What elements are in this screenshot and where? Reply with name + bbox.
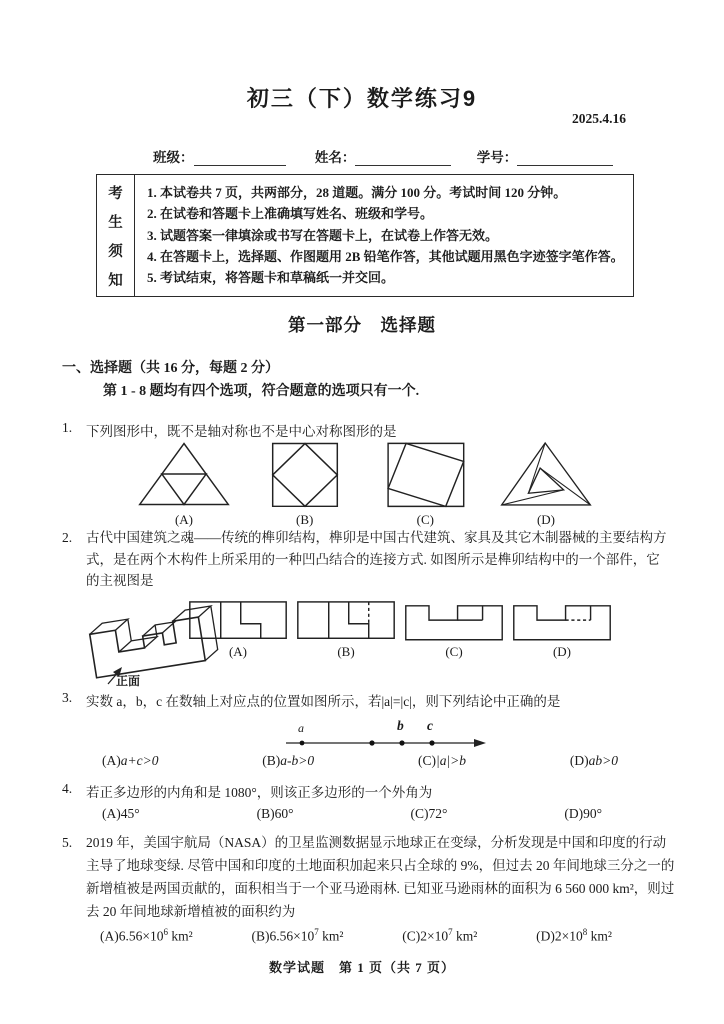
question-1 bbox=[62, 420, 682, 440]
question-4-text: 若正多边形的内角和是 1080°，则该正多边形的一个外角为 bbox=[86, 785, 433, 800]
examinee-notice-box bbox=[96, 174, 634, 297]
option-letter: (A) bbox=[100, 928, 119, 944]
option-mantissa: 6.56×10 bbox=[118, 928, 164, 944]
option-unit: km² bbox=[318, 928, 344, 944]
question-2-option-figures bbox=[188, 600, 612, 660]
id-label: 学号： bbox=[476, 150, 518, 165]
option-letter: (C) bbox=[416, 512, 434, 527]
number-line-figure bbox=[284, 716, 494, 756]
option-letter: (A) bbox=[102, 753, 121, 768]
option-exponent: 6 bbox=[163, 927, 168, 937]
q5-option-a bbox=[100, 927, 193, 945]
choice-section-note: 第 1 - 8 题均有四个选项，符合题意的选项只有一个. bbox=[103, 384, 420, 399]
notice-side-char: 须 bbox=[108, 243, 123, 260]
axis-label-c: c bbox=[427, 718, 433, 733]
option-mantissa: 2×10 bbox=[420, 928, 449, 944]
question-3-text: 实数 a，b，c 在数轴上对应点的位置如图所示，若|a|=|c|，则下列结论中正确的是 bbox=[86, 694, 561, 709]
class-label: 班级： bbox=[153, 150, 194, 165]
option-letter: (D) bbox=[552, 644, 572, 659]
option-expression: 45° bbox=[120, 806, 140, 821]
notice-side-char: 生 bbox=[108, 214, 123, 231]
notice-items bbox=[135, 175, 633, 296]
axis-label-b: b bbox=[397, 718, 404, 733]
option-exponent: 8 bbox=[582, 927, 588, 937]
option-expression: |a|>b bbox=[435, 753, 467, 768]
option-unit: km² bbox=[452, 928, 478, 944]
option-unit: km² bbox=[587, 928, 612, 944]
option-exponent: 7 bbox=[314, 927, 319, 937]
option-expression: 60° bbox=[274, 806, 294, 821]
question-2-number: 2. bbox=[62, 530, 73, 545]
question-4-options bbox=[102, 806, 602, 822]
option-letter: (B) bbox=[251, 928, 270, 944]
notice-item: 1. 本试卷共 7 页，共两部分，28 道题。满分 100 分。考试时间 120 分钟。 bbox=[147, 185, 567, 200]
exam-date: 2025.4.16 bbox=[572, 111, 626, 126]
option-letter: (B) bbox=[262, 753, 281, 768]
q1-option-b-figure bbox=[249, 438, 361, 528]
option-unit: km² bbox=[168, 928, 193, 944]
option-letter: (C) bbox=[402, 928, 421, 944]
option-letter: (D) bbox=[536, 928, 555, 944]
notice-side-char: 知 bbox=[108, 272, 123, 289]
question-5-options bbox=[100, 927, 612, 945]
option-expression: ab>0 bbox=[588, 753, 618, 768]
option-letter: (D) bbox=[569, 753, 589, 768]
triangle-pinwheel-figure bbox=[490, 438, 602, 510]
option-letter: (B) bbox=[256, 806, 275, 821]
q5-option-b bbox=[252, 927, 344, 945]
name-blank-line bbox=[355, 152, 451, 166]
q4-option-c bbox=[410, 806, 447, 822]
question-5-text: 2019 年，美国宇航局（NASA）的卫星监测数据显示地球正在变绿，分析发现是中国和印度的行动主导了地球变绿. 尽管中国和印度的土地面积加起来只占全球的 9%，但过去 20 年间地球三分之一的新增植被是两国贡献的，面积相当于一个亚马逊雨林. 已知亚马逊雨林的面积为 6 560 000 km²，则过去 20 年间地球新增植被的面积约为 bbox=[86, 835, 675, 919]
option-letter: (C) bbox=[445, 644, 463, 659]
square-rotated-square-figure bbox=[369, 438, 481, 510]
notice-item: 5. 考试结束，将答题卡和草稿纸一并交回。 bbox=[147, 270, 395, 286]
question-3-number: 3. bbox=[62, 690, 73, 705]
q2-option-b-figure bbox=[296, 600, 396, 660]
q1-option-a-figure bbox=[128, 438, 240, 528]
notice-item: 3. 试题答案一律填涂或书写在答题卡上，在试卷上作答无效。 bbox=[147, 227, 499, 243]
question-2-text: 古代中国建筑之魂——传统的榫卯结构，榫卯是中国古代建筑、家具及其它木制器械的主要结构方式，是在两个木构件上所采用的一种凹凸结合的连接方式. 如图所示是榫卯结构中的一个部件，它的主视图是 bbox=[86, 530, 667, 588]
option-letter: (C) bbox=[417, 753, 436, 768]
q1-option-c-figure bbox=[369, 438, 481, 528]
option-expression: a+c>0 bbox=[120, 753, 159, 768]
q3-option-a bbox=[102, 753, 158, 769]
option-expression: a-b>0 bbox=[280, 753, 315, 768]
option-mantissa: 2×10 bbox=[554, 928, 583, 944]
q3-option-b bbox=[262, 753, 314, 769]
question-1-number: 1. bbox=[62, 420, 73, 435]
question-2 bbox=[62, 527, 672, 592]
front-face-label: 正面 bbox=[116, 674, 141, 688]
notice-item: 4. 在答题卡上，选择题、作图题用 2B 铅笔作答，其他试题用黑色字迹签字笔作答。 bbox=[147, 248, 624, 264]
page-title: 初三（下）数学练习9 bbox=[246, 86, 478, 111]
choice-section-title: 一、选择题（共 16 分，每题 2 分） bbox=[62, 361, 279, 376]
option-letter: (D) bbox=[564, 806, 584, 821]
q2-option-d-figure bbox=[512, 600, 612, 660]
front-view-d bbox=[512, 600, 612, 642]
option-letter: (A) bbox=[174, 512, 194, 527]
option-expression: 90° bbox=[583, 806, 602, 821]
q3-option-d bbox=[570, 753, 618, 769]
question-1-text: 下列图形中，既不是轴对称也不是中心对称图形的是 bbox=[86, 424, 397, 439]
square-inscribed-diamond-figure bbox=[249, 438, 361, 510]
name-label: 姓名： bbox=[314, 150, 356, 165]
front-view-c bbox=[404, 600, 504, 642]
question-3 bbox=[62, 690, 682, 710]
question-4-number: 4. bbox=[62, 781, 73, 796]
q2-option-c-figure bbox=[404, 600, 504, 660]
number-line bbox=[284, 716, 494, 756]
option-letter: (A) bbox=[102, 806, 121, 821]
q4-option-d bbox=[564, 806, 602, 822]
front-view-a bbox=[188, 600, 288, 642]
question-1-figures bbox=[128, 438, 602, 528]
option-letter: (B) bbox=[295, 512, 314, 527]
q4-option-a bbox=[102, 806, 140, 822]
question-3-options bbox=[102, 753, 618, 769]
part-one-title: 第一部分 选择题 bbox=[288, 315, 436, 335]
front-view-b bbox=[296, 600, 396, 642]
option-exponent: 7 bbox=[448, 927, 453, 937]
option-letter: (D) bbox=[536, 512, 555, 527]
notice-side-char: 考 bbox=[108, 185, 123, 202]
question-5 bbox=[62, 831, 676, 923]
student-info-row bbox=[153, 146, 613, 166]
option-letter: (B) bbox=[337, 644, 355, 659]
option-mantissa: 6.56×10 bbox=[269, 928, 315, 944]
id-blank-line bbox=[517, 152, 613, 166]
q3-option-c bbox=[418, 753, 466, 769]
question-4 bbox=[62, 781, 682, 801]
option-letter: (A) bbox=[228, 644, 248, 659]
page-footer: 数学试题 第 1 页（共 7 页） bbox=[268, 960, 455, 975]
triangle-midsegment-figure bbox=[128, 438, 240, 510]
q2-option-a-figure bbox=[188, 600, 288, 660]
notice-item: 2. 在试卷和答题卡上准确填写姓名、班级和学号。 bbox=[147, 206, 434, 222]
q1-option-d-figure bbox=[490, 438, 602, 528]
question-5-number: 5. bbox=[62, 835, 73, 850]
q5-option-c bbox=[402, 927, 477, 945]
class-blank-line bbox=[194, 152, 286, 166]
q4-option-b bbox=[257, 806, 294, 822]
notice-side-label bbox=[97, 175, 135, 296]
option-letter: (C) bbox=[410, 806, 429, 821]
q5-option-d bbox=[536, 927, 612, 945]
option-expression: 72° bbox=[428, 806, 448, 821]
axis-label-a: a bbox=[298, 721, 304, 735]
